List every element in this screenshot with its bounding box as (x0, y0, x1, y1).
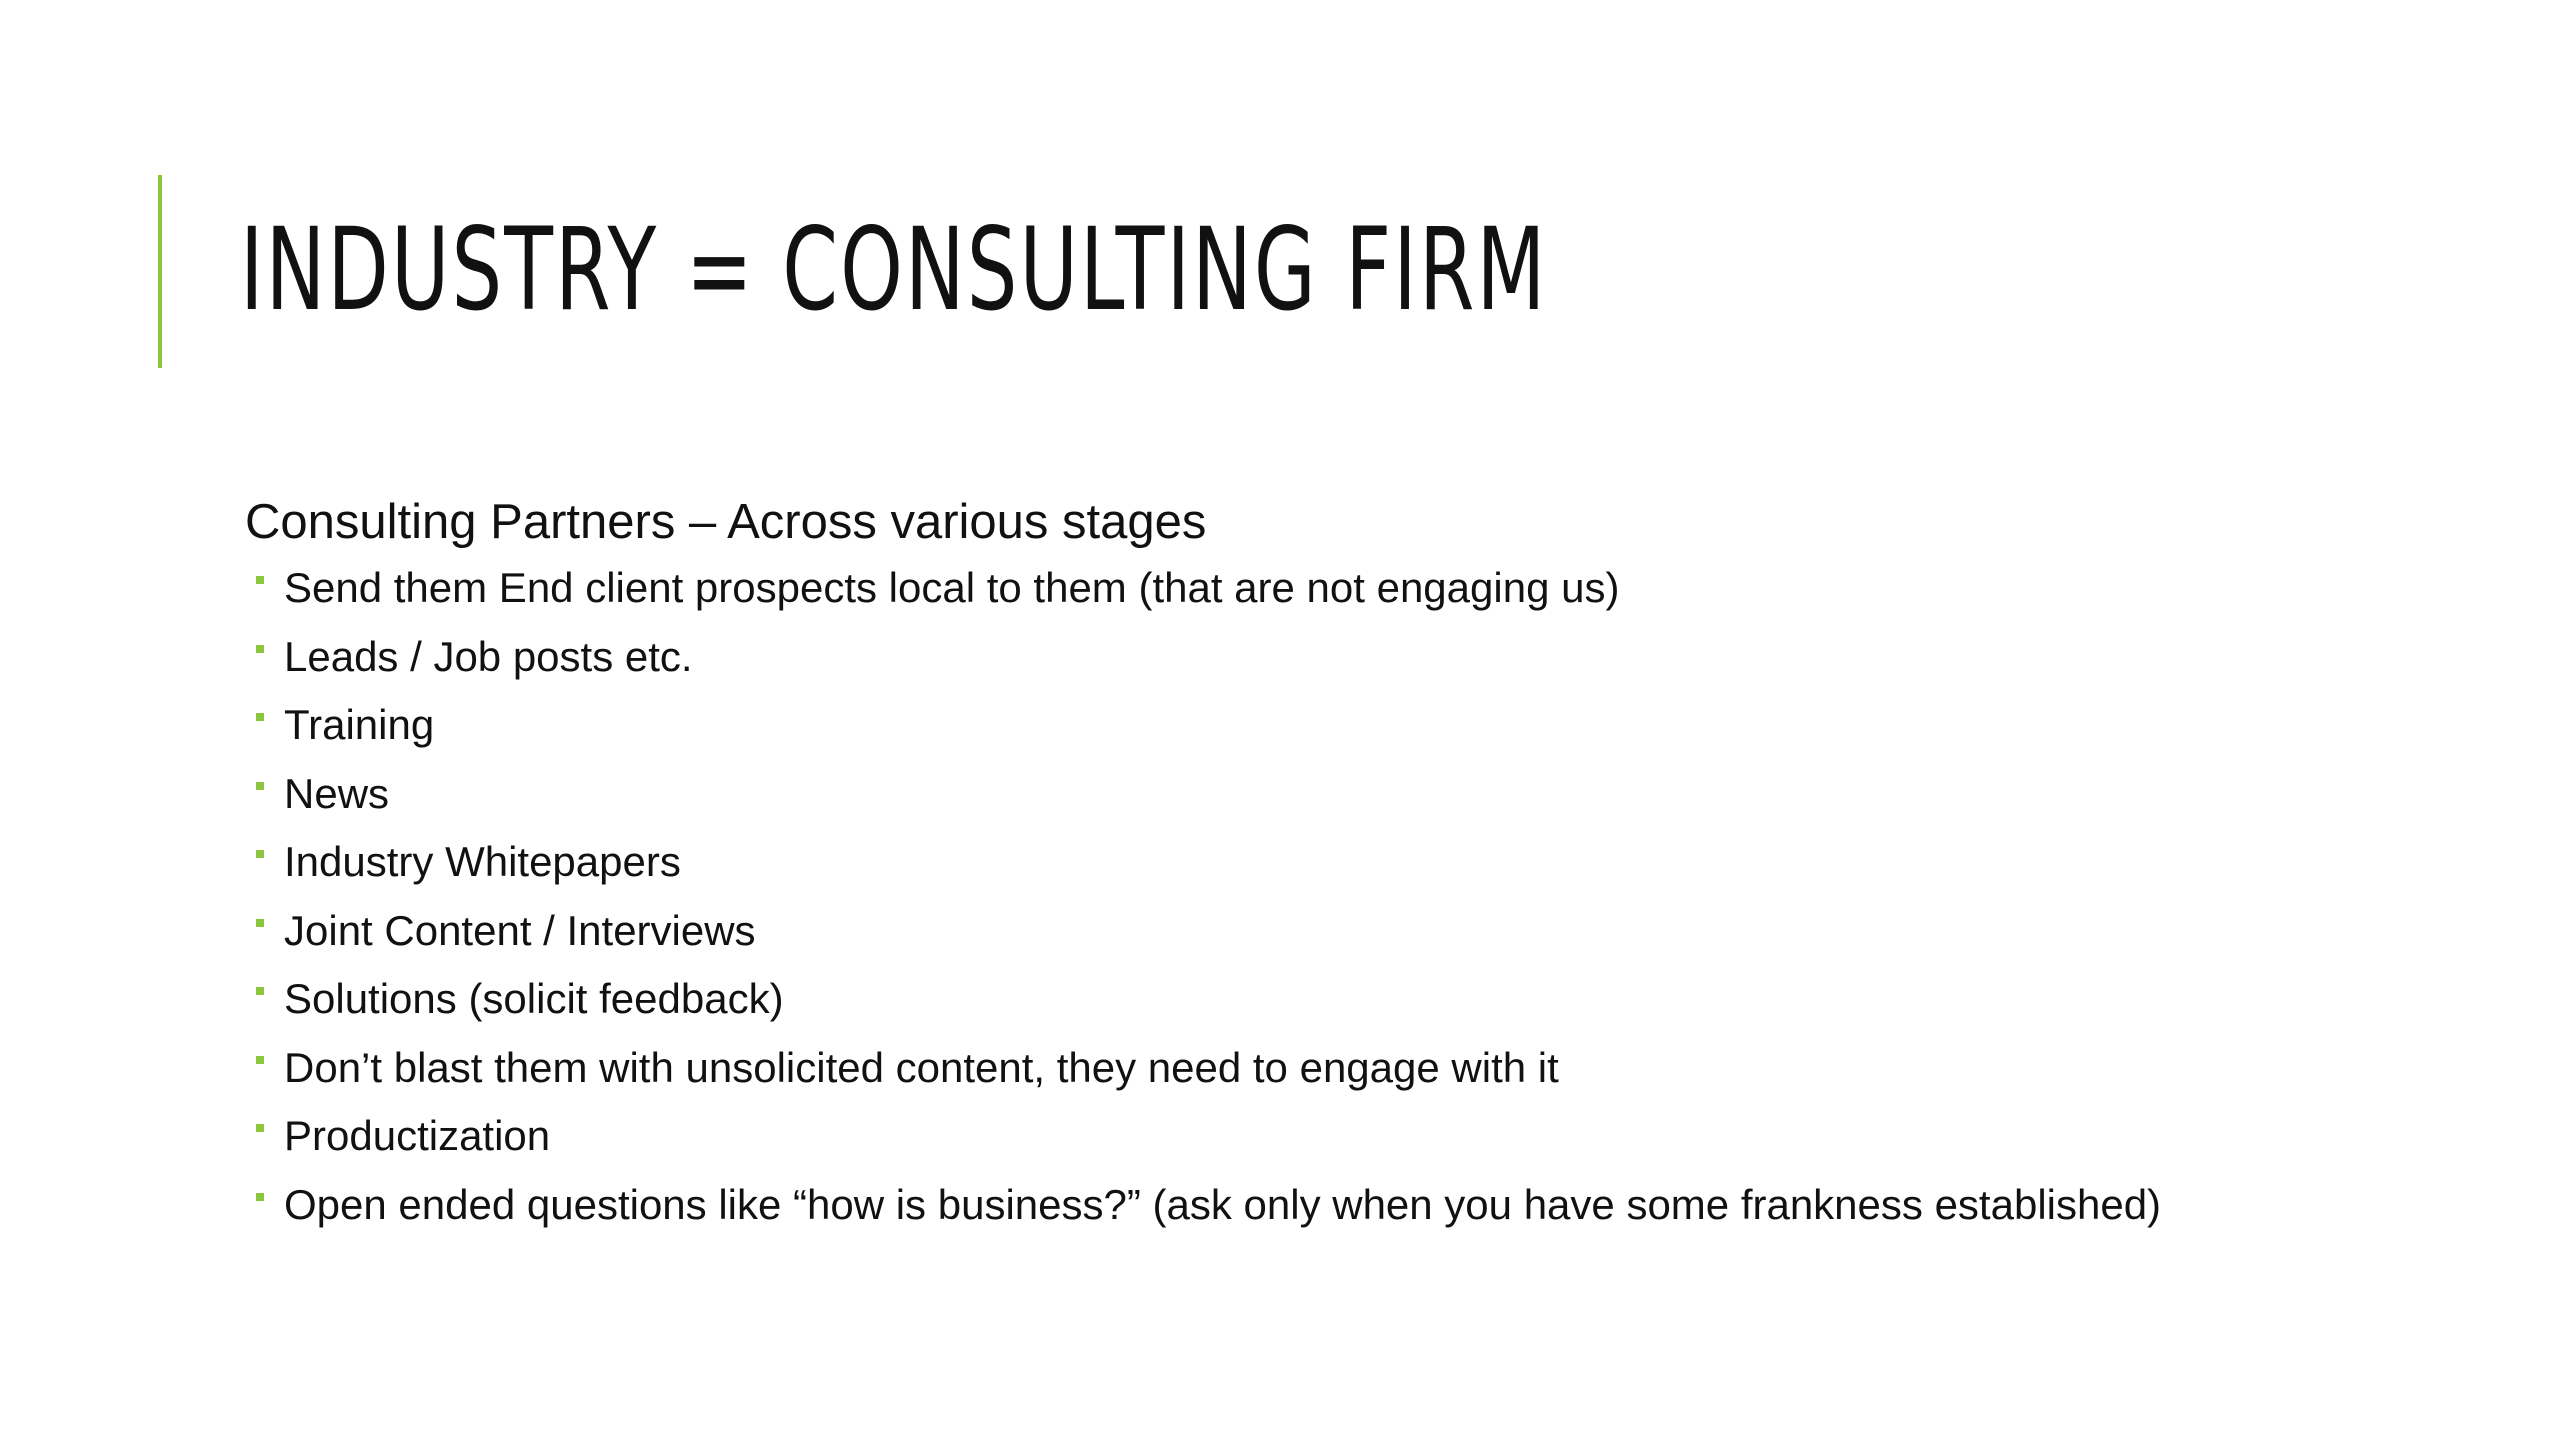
list-item-text: Joint Content / Interviews (284, 906, 756, 954)
bullet-list (245, 554, 2395, 1239)
list-item-text: Productization (284, 1112, 551, 1159)
bullet-square-icon (256, 1193, 264, 1201)
list-item (245, 1102, 2395, 1171)
bullet-square-icon (256, 1124, 264, 1132)
list-item (245, 965, 2395, 1034)
bullet-square-icon (256, 850, 264, 858)
list-item (245, 554, 2395, 623)
list-item-text: Training (284, 701, 435, 748)
list-item-text: Solutions (solicit feedback) (284, 975, 784, 1022)
list-item-text: Don’t blast them with unsolicited content, they need to engage with it (284, 1043, 1559, 1091)
list-item (245, 623, 2395, 692)
list-item-text: Industry Whitepapers (284, 838, 681, 885)
list-item (245, 897, 2395, 966)
list-item (245, 828, 2395, 897)
list-item (245, 760, 2395, 829)
list-item (245, 691, 2395, 760)
list-item-text: Open ended questions like “how is business?” (ask only when you have some frankness established) (284, 1180, 2162, 1228)
list-item-text: News (284, 769, 390, 817)
bullet-square-icon (256, 645, 264, 653)
slide-content (245, 490, 2395, 1239)
bullet-square-icon (256, 576, 264, 584)
list-item-text: Leads / Job posts etc. (284, 632, 693, 680)
slide-title: INDUSTRY = CONSULTING FIRM (240, 203, 1548, 336)
bullet-square-icon (256, 782, 264, 790)
content-heading: Consulting Partners – Across various stages (245, 495, 1207, 549)
bullet-square-icon (256, 919, 264, 927)
bullet-square-icon (256, 1056, 264, 1064)
bullet-square-icon (256, 713, 264, 721)
list-item (245, 1171, 2395, 1240)
list-item-text: Send them End client prospects local to them (that are not engaging us) (284, 564, 1620, 611)
bullet-square-icon (256, 987, 264, 995)
title-accent-bar (158, 175, 162, 368)
list-item (245, 1034, 2395, 1103)
